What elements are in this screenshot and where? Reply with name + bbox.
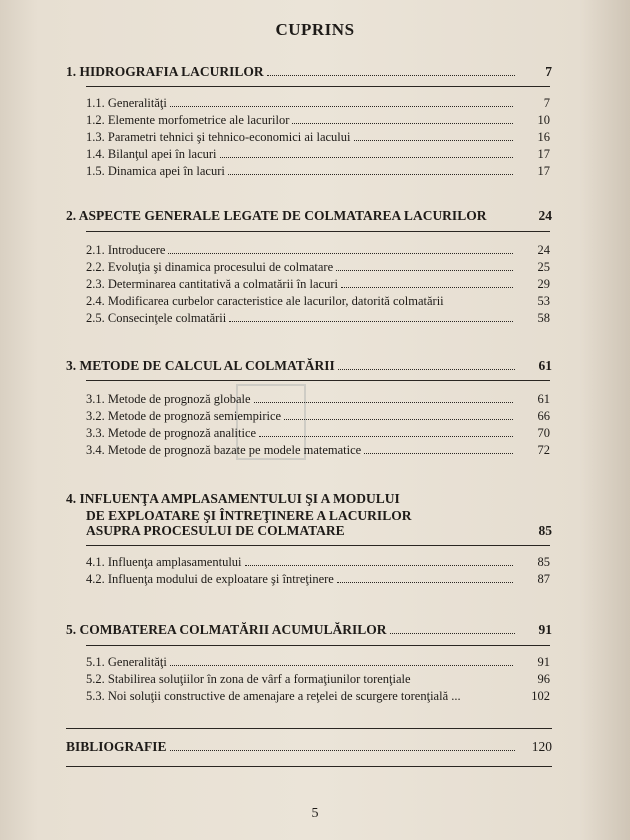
page-ref: 24 xyxy=(538,208,552,223)
page-ref: 7 xyxy=(543,96,550,110)
page-number: 5 xyxy=(311,806,319,821)
chapter-title: 2. ASPECTE GENERALE LEGATE DE COLMATAREA LACURILOR xyxy=(66,208,487,223)
dot-leader xyxy=(170,94,513,107)
toc-chapter-2[interactable] xyxy=(66,207,552,225)
page-ref: 66 xyxy=(537,409,550,423)
toc-item[interactable] xyxy=(86,145,550,163)
dot-leader xyxy=(170,738,515,751)
toc-item[interactable] xyxy=(86,162,550,180)
section-rule xyxy=(86,231,550,232)
dot-leader xyxy=(220,145,513,158)
page-title: CUPRINS xyxy=(275,20,355,39)
chapter-title: 3. METODE DE CALCUL AL COLMATĂRII xyxy=(66,358,335,373)
dot-leader xyxy=(292,111,513,124)
toc-item[interactable] xyxy=(86,111,550,129)
page-ref: 91 xyxy=(537,655,550,669)
dot-leader xyxy=(228,162,513,175)
item-title: 5.1. Generalităţi xyxy=(86,655,167,669)
bibliography-title: BIBLIOGRAFIE xyxy=(66,739,167,754)
toc-item[interactable] xyxy=(86,424,550,442)
page-ref: 10 xyxy=(537,113,550,127)
page-ref: 61 xyxy=(538,358,552,373)
dot-leader xyxy=(341,275,513,288)
page-ref: 24 xyxy=(537,243,550,257)
chapter-4-title-line-1[interactable]: 4. INFLUENŢA AMPLASAMENTULUI ŞI A MODULUI xyxy=(66,491,400,506)
section-rule xyxy=(86,645,550,646)
toc-item[interactable] xyxy=(86,258,550,276)
page-ref: 29 xyxy=(537,277,550,291)
dot-leader xyxy=(229,309,513,322)
item-title: 4.2. Influenţa modului de exploatare şi întreţinere xyxy=(86,572,334,586)
dot-leader xyxy=(348,522,515,534)
item-title: 2.3. Determinarea cantitativă a colmatării în lacuri xyxy=(86,277,338,291)
dot-leader xyxy=(464,687,513,699)
chapter-title: ASUPRA PROCESULUI DE COLMATARE xyxy=(86,523,345,538)
toc-item[interactable] xyxy=(86,441,550,459)
toc-item[interactable] xyxy=(86,653,550,671)
toc-chapter-5[interactable] xyxy=(66,621,552,639)
toc-chapter-4[interactable] xyxy=(86,522,552,540)
item-title: 5.2. Stabilirea soluţiilor în zona de vârf a formaţiunilor torenţiale xyxy=(86,672,411,686)
section-rule xyxy=(86,380,550,381)
dot-leader xyxy=(245,553,513,566)
toc-item[interactable] xyxy=(86,407,550,425)
page-ref: 85 xyxy=(538,523,552,538)
item-title: 5.3. Noi soluţii constructive de amenajare a reţelei de scurgere torenţială ... xyxy=(86,689,461,703)
section-rule xyxy=(86,86,550,87)
toc-item[interactable] xyxy=(86,390,550,408)
dot-leader xyxy=(168,241,513,254)
dot-leader xyxy=(259,424,513,437)
page-ref: 91 xyxy=(538,622,552,637)
page-ref: 61 xyxy=(537,392,550,406)
section-rule xyxy=(86,545,550,546)
page-ref: 120 xyxy=(531,739,552,754)
item-title: 1.3. Parametri tehnici şi tehnico-economici ai lacului xyxy=(86,130,351,144)
page-ref: 17 xyxy=(537,147,550,161)
page-ref: 72 xyxy=(537,443,550,457)
chapter-4-title-line-2[interactable]: DE EXPLOATARE ŞI ÎNTREŢINERE A LACURILOR xyxy=(86,508,412,523)
item-title: 3.1. Metode de prognoză globale xyxy=(86,392,251,406)
toc-item[interactable] xyxy=(86,670,550,688)
item-title: 2.1. Introducere xyxy=(86,243,166,257)
page-ref: 85 xyxy=(537,555,550,569)
dot-leader xyxy=(336,258,513,271)
page-ref: 87 xyxy=(537,572,550,586)
toc-item[interactable] xyxy=(86,275,550,293)
toc-item[interactable] xyxy=(86,94,550,112)
dot-leader xyxy=(267,63,515,76)
item-title: 3.2. Metode de prognoză semiempirice xyxy=(86,409,282,423)
item-title: 1.5. Dinamica apei în lacuri xyxy=(86,164,225,178)
item-title: 1.1. Generalităţi xyxy=(86,96,167,110)
page-ref: 53 xyxy=(537,294,550,308)
item-title: 2.5. Consecinţele colmatării xyxy=(86,311,227,325)
item-title: 2.2. Evoluţia şi dinamica procesului de colmatare xyxy=(86,260,334,274)
toc-item[interactable] xyxy=(86,292,550,310)
item-title: 1.2. Elemente morfometrice ale lacurilor xyxy=(86,113,290,127)
toc-item[interactable] xyxy=(86,128,550,146)
toc-item[interactable] xyxy=(86,553,550,571)
dot-leader xyxy=(364,441,513,454)
toc-item[interactable] xyxy=(86,309,550,327)
dot-leader xyxy=(390,621,515,634)
dot-leader xyxy=(254,390,513,403)
section-rule xyxy=(66,766,552,767)
dot-leader xyxy=(414,670,513,682)
dot-leader xyxy=(447,292,513,304)
dot-leader xyxy=(354,128,514,141)
toc-item[interactable] xyxy=(86,687,550,705)
toc-chapter-1[interactable] xyxy=(66,63,552,81)
item-title: 3.4. Metode de prognoză bazate pe modele matematice xyxy=(86,443,362,457)
page-ref: 7 xyxy=(545,64,552,79)
dot-leader xyxy=(284,407,513,420)
item-title: 2.4. Modificarea curbelor caracteristice ale lacurilor, datorită colmatării xyxy=(86,294,444,308)
item-title: 4.1. Influenţa amplasamentului xyxy=(86,555,242,569)
chapter-title: 5. COMBATEREA COLMATĂRII ACUMULĂRILOR xyxy=(66,622,387,637)
toc-bibliography[interactable] xyxy=(66,738,552,756)
dot-leader xyxy=(170,653,513,666)
page-ref: 96 xyxy=(537,672,550,686)
chapter-title: 1. HIDROGRAFIA LACURILOR xyxy=(66,64,264,79)
page-ref: 17 xyxy=(537,164,550,178)
dot-leader xyxy=(338,357,515,370)
toc-chapter-3[interactable] xyxy=(66,357,552,375)
item-title: 3.3. Metode de prognoză analitice xyxy=(86,426,257,440)
toc-item[interactable] xyxy=(86,570,550,588)
toc-item[interactable] xyxy=(86,241,550,259)
section-rule xyxy=(66,728,552,729)
page-ref: 102 xyxy=(531,689,550,703)
page-ref: 25 xyxy=(537,260,550,274)
item-title: 1.4. Bilanţul apei în lacuri xyxy=(86,147,217,161)
dot-leader xyxy=(489,207,515,219)
dot-leader xyxy=(337,570,513,583)
page-ref: 58 xyxy=(537,311,550,325)
page-ref: 70 xyxy=(537,426,550,440)
page-ref: 16 xyxy=(537,130,550,144)
